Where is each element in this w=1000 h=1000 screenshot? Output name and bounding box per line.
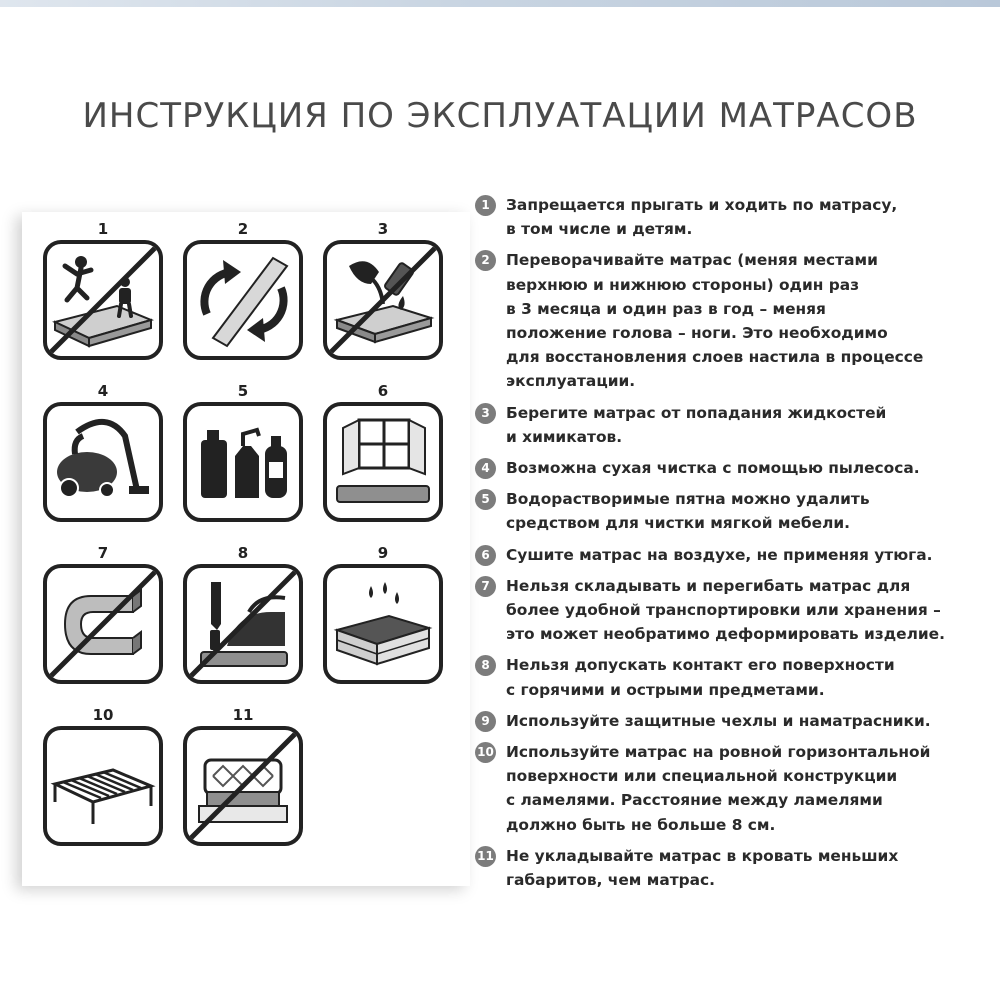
pictogram-4 bbox=[41, 380, 165, 522]
rule-number-badge: 11 bbox=[475, 846, 496, 867]
pictogram-10 bbox=[41, 704, 165, 846]
rules-list bbox=[475, 193, 995, 899]
rule-text: Запрещается прыгать и ходить по матрасу, в том числе и детям. bbox=[506, 196, 898, 239]
rule-text: Переворачивайте матрас (меняя местами верхнюю и нижнюю стороны) один раз в 3 месяца и один раз в год – меняя положение голова – ноги. Это необходимо для восстановления слоев настила в процессе эксплуатации. bbox=[506, 251, 924, 391]
vacuum-cleaner-icon bbox=[47, 406, 159, 518]
slatted-bed-base-icon bbox=[47, 730, 159, 842]
rule-text: Берегите матрас от попадания жидкостей и химикатов. bbox=[506, 403, 887, 446]
rule-number-badge: 1 bbox=[475, 195, 496, 216]
list-item bbox=[475, 740, 995, 837]
rule-text: Используйте защитные чехлы и наматрасники. bbox=[506, 711, 931, 730]
pictogram-number: 11 bbox=[232, 706, 254, 724]
pictogram-panel bbox=[22, 212, 470, 886]
rule-number-badge: 2 bbox=[475, 250, 496, 271]
list-item bbox=[475, 487, 995, 535]
rule-number-badge: 3 bbox=[475, 403, 496, 424]
rule-text: Не укладывайте матрас в кровать меньших габаритов, чем матрас. bbox=[506, 846, 899, 890]
list-item bbox=[475, 574, 995, 647]
list-item bbox=[475, 193, 995, 241]
list-item bbox=[475, 543, 995, 567]
page-title: ИНСТРУКЦИЯ ПО ЭКСПЛУАТАЦИИ МАТРАСОВ bbox=[82, 96, 918, 136]
flip-mattress-icon bbox=[187, 244, 299, 356]
pictogram-2 bbox=[181, 218, 305, 360]
liquid-spill-icon bbox=[327, 244, 439, 356]
rule-number-badge: 7 bbox=[475, 576, 496, 597]
pictogram-number: 3 bbox=[377, 220, 389, 238]
list-item bbox=[475, 709, 995, 733]
protective-cover-icon bbox=[327, 568, 439, 680]
pictogram-7 bbox=[41, 542, 165, 684]
pictogram-number: 8 bbox=[237, 544, 249, 562]
rule-text: Сушите матрас на воздухе, не применяя утюга. bbox=[506, 545, 933, 564]
air-dry-window-icon bbox=[327, 406, 439, 518]
pictogram-9 bbox=[321, 542, 445, 684]
pictogram-number: 9 bbox=[377, 544, 389, 562]
pictogram-number: 2 bbox=[237, 220, 249, 238]
pictogram-number: 1 bbox=[97, 220, 109, 238]
jumping-on-mattress-icon bbox=[47, 244, 159, 356]
rule-number-badge: 9 bbox=[475, 711, 496, 732]
pictogram-number: 6 bbox=[377, 382, 389, 400]
rule-number-badge: 5 bbox=[475, 489, 496, 510]
rule-text: Возможна сухая чистка с помощью пылесоса. bbox=[506, 459, 920, 478]
rule-text: Используйте матрас на ровной горизонтальной поверхности или специальной конструкции с ламелями. Расстояние между ламелями должно быть не больше 8 см. bbox=[506, 743, 931, 834]
list-item bbox=[475, 456, 995, 480]
fold-mattress-icon bbox=[47, 568, 159, 680]
iron-and-knife-icon bbox=[187, 568, 299, 680]
pictogram-number: 10 bbox=[92, 706, 114, 724]
pictogram-11 bbox=[181, 704, 305, 846]
rule-text: Водорастворимые пятна можно удалить средством для чистки мягкой мебели. bbox=[506, 490, 870, 533]
pictogram-5 bbox=[181, 380, 305, 522]
rule-number-badge: 4 bbox=[475, 458, 496, 479]
pictogram-number: 5 bbox=[237, 382, 249, 400]
rule-number-badge: 10 bbox=[475, 742, 496, 763]
top-strip bbox=[0, 0, 1000, 7]
pictogram-6 bbox=[321, 380, 445, 522]
list-item bbox=[475, 248, 995, 393]
pictogram-number: 7 bbox=[97, 544, 109, 562]
pictogram-1 bbox=[41, 218, 165, 360]
small-bed-frame-icon bbox=[187, 730, 299, 842]
list-item bbox=[475, 401, 995, 449]
list-item bbox=[475, 844, 995, 892]
rule-text: Нельзя складывать и перегибать матрас для более удобной транспортировки или хранения – это может необратимо деформировать изделие. bbox=[506, 576, 945, 644]
list-item bbox=[475, 653, 995, 701]
pictogram-3 bbox=[321, 218, 445, 360]
rule-text: Нельзя допускать контакт его поверхности с горячими и острыми предметами. bbox=[506, 656, 895, 699]
pictogram-number: 4 bbox=[97, 382, 109, 400]
pictogram-8 bbox=[181, 542, 305, 684]
upholstery-cleaner-bottles-icon bbox=[187, 406, 299, 518]
rule-number-badge: 6 bbox=[475, 545, 496, 566]
rule-number-badge: 8 bbox=[475, 655, 496, 676]
